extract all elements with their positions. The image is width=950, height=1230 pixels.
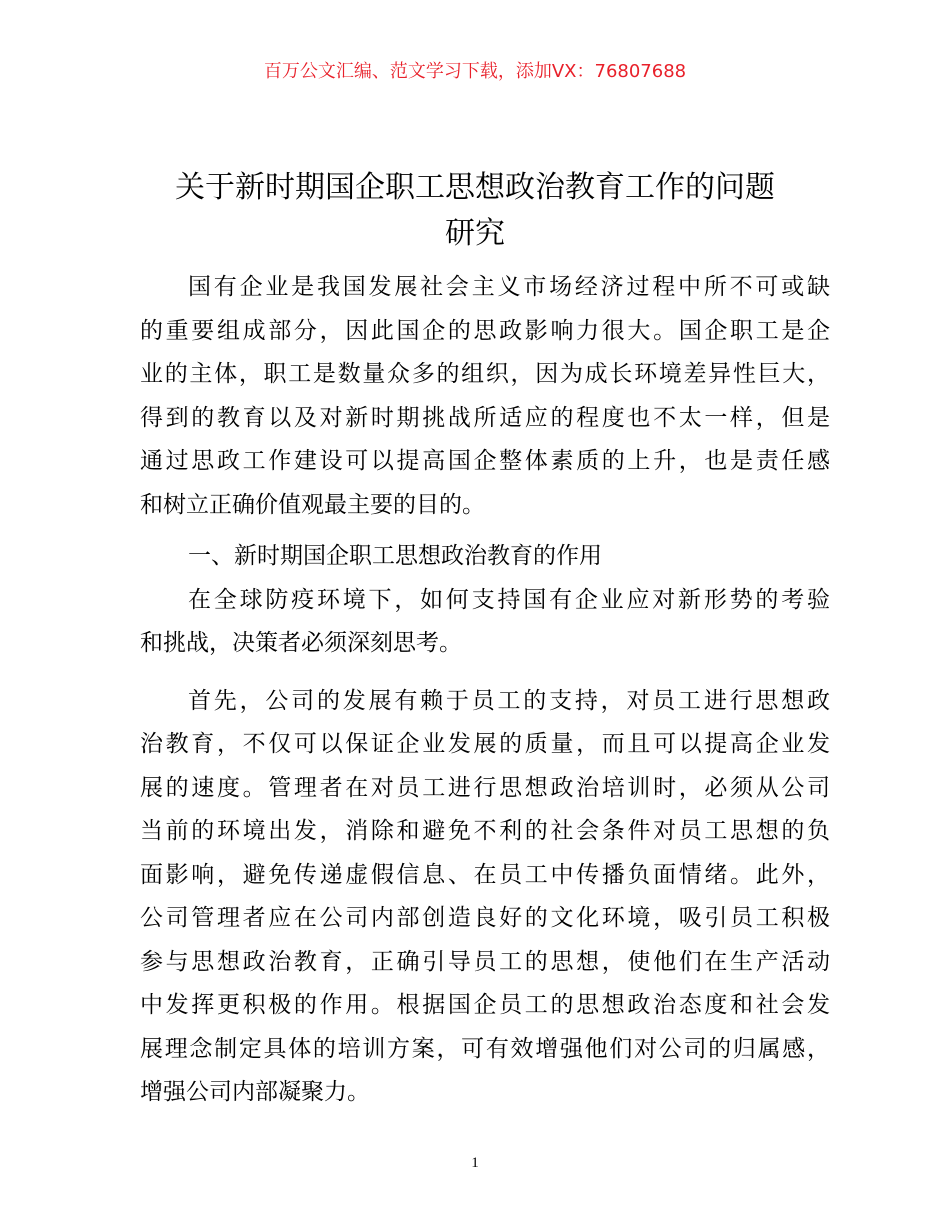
text-line: 公司管理者应在公司内部创造良好的文化环境，吸引员工积极 xyxy=(140,905,830,931)
text-line: 得到的教育以及对新时期挑战所适应的程度也不太一样，但是 xyxy=(140,404,830,431)
document-title xyxy=(100,165,850,257)
text-line: 治教育，不仅可以保证企业发展的质量，而且可以提高企业发 xyxy=(140,731,830,757)
text-line: 在全球防疫环境下，如何支持国有企业应对新形势的考验 xyxy=(188,586,830,613)
text-line: 业的主体，职工是数量众多的组织，因为成长环境差异性巨大， xyxy=(140,361,830,387)
text-line: 国有企业是我国发展社会主义市场经济过程中所不可或缺 xyxy=(188,274,830,300)
text-line: 的重要组成部分，因此国企的思政影响力很大。国企职工是企 xyxy=(140,317,830,344)
title-line: 研究 xyxy=(445,216,505,251)
text-line: 和挑战，决策者必须深刻思考。 xyxy=(140,630,462,656)
paragraph xyxy=(140,579,830,666)
watermark-banner: 百万公文汇编、范文学习下载，添加VX：76807688 xyxy=(263,61,687,82)
title-line: 关于新时期国企职工思想政治教育工作的问题 xyxy=(175,170,775,205)
text-line: 和树立正确价值观最主要的目的。 xyxy=(140,491,485,518)
document-body xyxy=(140,266,830,1128)
text-line: 一、新时期国企职工思想政治教育的作用 xyxy=(188,543,602,569)
paragraph xyxy=(140,680,830,1115)
text-line: 首先，公司的发展有赖于员工的支持，对员工进行思想政 xyxy=(188,687,830,714)
text-line: 面影响，避免传递虚假信息、在员工中传播负面情绪。此外， xyxy=(140,861,830,888)
text-line: 当前的环境出发，消除和避免不利的社会条件对员工思想的负 xyxy=(140,818,830,844)
text-line: 中发挥更积极的作用。根据国企员工的思想政治态度和社会发 xyxy=(140,992,830,1018)
page-number: 1 xyxy=(471,1155,479,1171)
text-line: 展理念制定具体的培训方案，可有效增强他们对公司的归属感， xyxy=(140,1035,830,1062)
text-line: 增强公司内部凝聚力。 xyxy=(140,1079,370,1105)
text-line: 参与思想政治教育，正确引导员工的思想，使他们在生产活动 xyxy=(140,948,830,975)
text-line: 展的速度。管理者在对员工进行思想政治培训时，必须从公司 xyxy=(140,774,830,801)
text-line: 通过思政工作建设可以提高国企整体素质的上升，也是责任感 xyxy=(140,448,830,474)
paragraph xyxy=(140,266,830,527)
section-heading xyxy=(140,535,830,579)
